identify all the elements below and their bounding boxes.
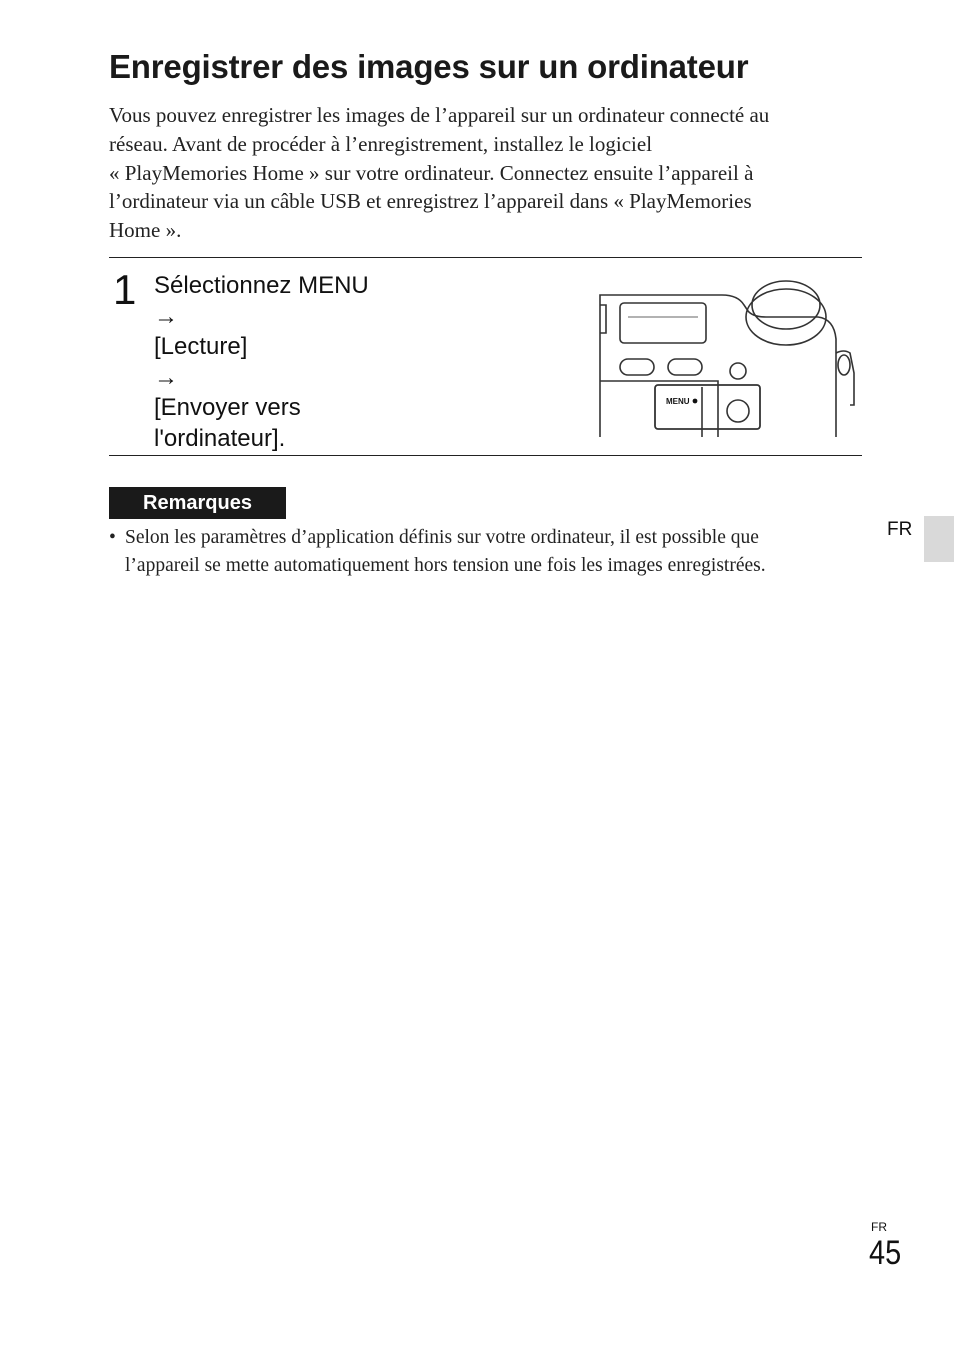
menu-button-label: MENU — [666, 397, 690, 406]
list-item: • Selon les paramètres d’application définis sur votre ordinateur, il est possible que l’appareil se mette automatiquement hors tension une fois les images enregistrées. — [109, 524, 766, 579]
intro-paragraph — [109, 101, 869, 245]
intro-line: Home ». — [109, 218, 182, 243]
menu-button-dot — [693, 399, 698, 404]
step-instruction — [154, 271, 369, 454]
intro-line: « PlayMemories Home » sur votre ordinateur. Connectez ensuite l’appareil à — [109, 160, 754, 185]
intro-line: l’ordinateur via un câble USB et enregistrez l’appareil dans « PlayMemories — [109, 189, 752, 214]
notes-list — [109, 524, 766, 579]
language-tab-label: FR — [887, 519, 913, 540]
page-title: Enregistrer des images sur un ordinateur — [109, 48, 749, 85]
arrow-right-icon: → — [154, 302, 178, 330]
top-divider — [109, 257, 862, 258]
page-number: 45 — [869, 1234, 902, 1272]
notes-heading: Remarques — [109, 487, 286, 519]
intro-line: Vous pouvez enregistrer les images de l’appareil sur un ordinateur connecté au — [109, 103, 770, 127]
bottom-divider — [109, 455, 862, 456]
footer-language: FR — [871, 1220, 887, 1234]
step-line-2: [Lecture] → [Envoyer vers — [154, 332, 369, 424]
step-line-1: Sélectionnez MENU → — [154, 271, 369, 332]
camera-menu-button-illustration — [598, 277, 860, 439]
bullet-icon: • — [109, 527, 116, 548]
step-number: 1 — [113, 266, 137, 313]
arrow-right-icon: → — [154, 363, 178, 391]
step-line-3: l'ordinateur]. — [154, 424, 286, 452]
section-thumb-tab — [924, 516, 954, 562]
intro-line: réseau. Avant de procéder à l’enregistrement, installez le logiciel — [109, 131, 653, 156]
